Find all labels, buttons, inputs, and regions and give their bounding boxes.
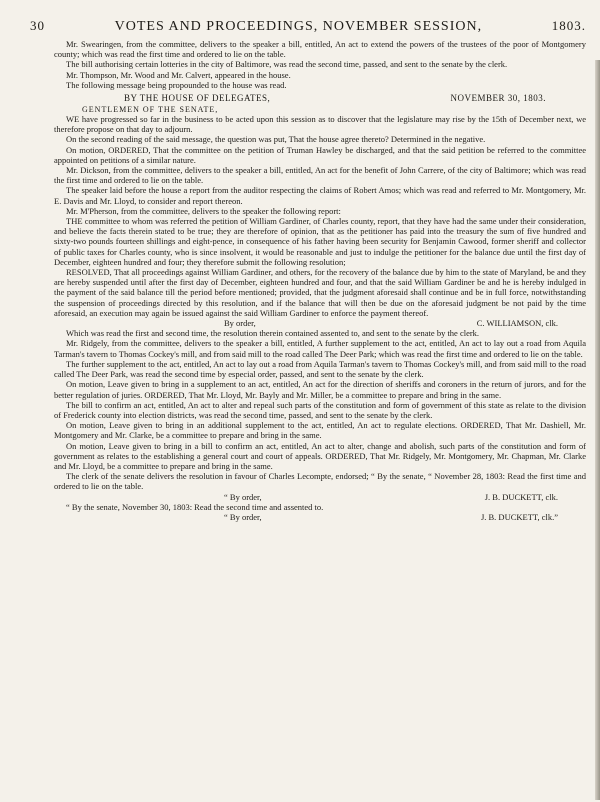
message-date: NOVEMBER 30, 1803. xyxy=(450,93,546,104)
signature-by: “ By order, xyxy=(224,511,262,522)
signature-by: “ By order, xyxy=(224,491,262,502)
signature-block xyxy=(54,492,586,502)
running-title: VOTES AND PROCEEDINGS, NOVEMBER SESSION, xyxy=(114,19,483,34)
paragraph: The bill to confirm an act, entitled, An act to alter and repeal such parts of the constitution and form of government of this state as relate to the division of Frederick county into election districts, was read the second time, passed, and sent to the senate by the clerk. xyxy=(54,399,586,420)
paragraph: The speaker laid before the house a report from the auditor respecting the claims of Robert Amos; which was read and referred to Mr. Montgomery, Mr. E. Davis and Mr. Lloyd, to consider and report thereon. xyxy=(54,185,586,206)
signature-by: By order, xyxy=(224,318,256,329)
paragraph: On motion, Leave given to bring in an additional supplement to the act, entitled, An act to regulate elections. ORDERED, That Mr. Dashiell, Mr. Montgomery and Mr. Clarke, be a committee to prepare and bring in the same. xyxy=(54,420,586,441)
message-heading xyxy=(54,93,586,103)
paragraph: On motion, Leave given to bring in a bill to confirm an act, entitled, An act to alter, change and abolish, such parts of the constitution and form of government as relates to the establishing a general court and court of appeals. ORDERED, That Mr. Ridgely, Mr. Montgomery, Mr. Chapman, Mr. Clarke and Mr. Lloyd, be a committee to prepare and bring in the same. xyxy=(54,440,586,471)
paragraph: The following message being propounded to the house was read. xyxy=(66,79,287,90)
signature-name: J. B. DUCKETT, clk.” xyxy=(480,511,558,522)
paragraph: Mr. Thompson, Mr. Wood and Mr. Calvert, appeared in the house. xyxy=(66,69,291,80)
paragraph: The clerk of the senate delivers the resolution in favour of Charles Lecompte, endorsed; “ By the senate, “ November 28, 1803: Read the first time and ordered to lie on the table. xyxy=(54,471,586,492)
paragraph: The bill authorising certain lotteries in the city of Baltimore, was read the second time, passed, and sent to the senate by the clerk. xyxy=(66,59,508,70)
signature-block xyxy=(54,318,586,328)
paragraph: Which was read the first and second time, the resolution therein contained assented to, and sent to the senate by the clerk. xyxy=(66,328,480,339)
paragraph: WE have progressed so far in the business to be acted upon this session as to discover that the legislature may rise by the 15th of December next, we therefore propose on that day to adjourn. xyxy=(54,114,586,135)
paragraph: On the second reading of the said message, the question was put, That the house agree thereto? Determined in the negative. xyxy=(66,134,486,145)
running-head xyxy=(30,18,586,35)
salutation: GENTLEMEN OF THE SENATE, xyxy=(82,105,219,115)
message-by: BY THE HOUSE OF DELEGATES, xyxy=(124,93,271,104)
paragraph: On motion, Leave given to bring in a supplement to an act, entitled, An act for the direction of sheriffs and coroners in the return of jurors, and for the better regulation of juries. ORDERED, That Mr. Lloyd, Mr. Bayly and Mr. Miller, be a committee to prepare and bring in the same. xyxy=(54,379,586,400)
running-year: 1803. xyxy=(551,18,586,33)
paragraph: Mr. Ridgely, from the committee, delivers to the speaker a bill, entitled, A further supplement to the act, entitled, An act to lay out a road from Aquila Tarman's tavern to Thomas Cockey's mill, and from said mill to the road called The Deer Park; which was read the first time and ordered to lie on the table. xyxy=(54,338,586,359)
paragraph: “ By the senate, November 30, 1803: Read the second time and assented to. xyxy=(66,501,324,512)
signature-block xyxy=(54,512,586,522)
paragraph: On motion, ORDERED, That the committee on the petition of Truman Hawley be discharged, and that the said petition be referred to the committee appointed on petitions of a similar nature. xyxy=(54,144,586,165)
paragraph: The further supplement to the act, entitled, An act to lay out a road from Aquila Tarman's tavern to Thomas Cockey's mill, and from said mill to the road called The Deer Park, was read the second time by especial order, passed, and sent to the senate by the clerk. xyxy=(54,358,586,380)
signature-name: J. B. DUCKETT, clk. xyxy=(484,491,558,502)
page-number: 30 xyxy=(30,18,45,33)
paragraph: THE committee to whom was referred the petition of William Gardiner, of Charles county, report, that they have had the same under their consideration, and believe the facts therein stated to be true; they are therefore of opinion, that as the petitioner has paid into the treasury the sum of five hundred and sixty-two pounds fourteen shillings and eight-pence, in consequence of his father having been security for Benjamin Cawood, former sheriff and collector of public taxes for Charles county, who is since insolvent, it would be reasonable and just to indulge the petitioner for the balance due until the first day of December, eighteen hundred and four; they therefore submit the following resolution; xyxy=(54,216,586,267)
paragraph: Mr. Dickson, from the committee, delivers to the speaker a bill, entitled, An act for the benefit of John Carrere, of the city of Baltimore; which was read the first time and ordered to lie on the table. xyxy=(54,165,586,186)
body-text xyxy=(54,39,586,522)
paragraph: Mr. Swearingen, from the committee, delivers to the speaker a bill, entitled, An act to extend the powers of the trustees of the poor of Montgomery county; which was read the first time and ordered to lie on the table. xyxy=(54,39,586,60)
page-edge-shadow xyxy=(595,60,600,800)
signature-name: C. WILLIAMSON, clk. xyxy=(476,318,558,329)
paragraph: Mr. M'Pherson, from the committee, delivers to the speaker the following report: xyxy=(66,205,341,216)
paragraph: RESOLVED, That all proceedings against William Gardiner, and others, for the recovery of the balance due by him to the state of Maryland, be and they are hereby suspended until after the first day of December, eighteen hundred and four, and that the said William Gardiner be and he is hereby indulged in the payment of the said balance till the period before mentioned; provided, that the judgment aforesaid shall continue and be in full force, notwithstanding the suspension of proceedings directed by this resolution, and if the balance that will then be due on the aforesaid judgment be not paid by the time aforesaid, an execution may again be issued against the said William Gardiner to enforce the payment thereof. xyxy=(54,267,586,318)
